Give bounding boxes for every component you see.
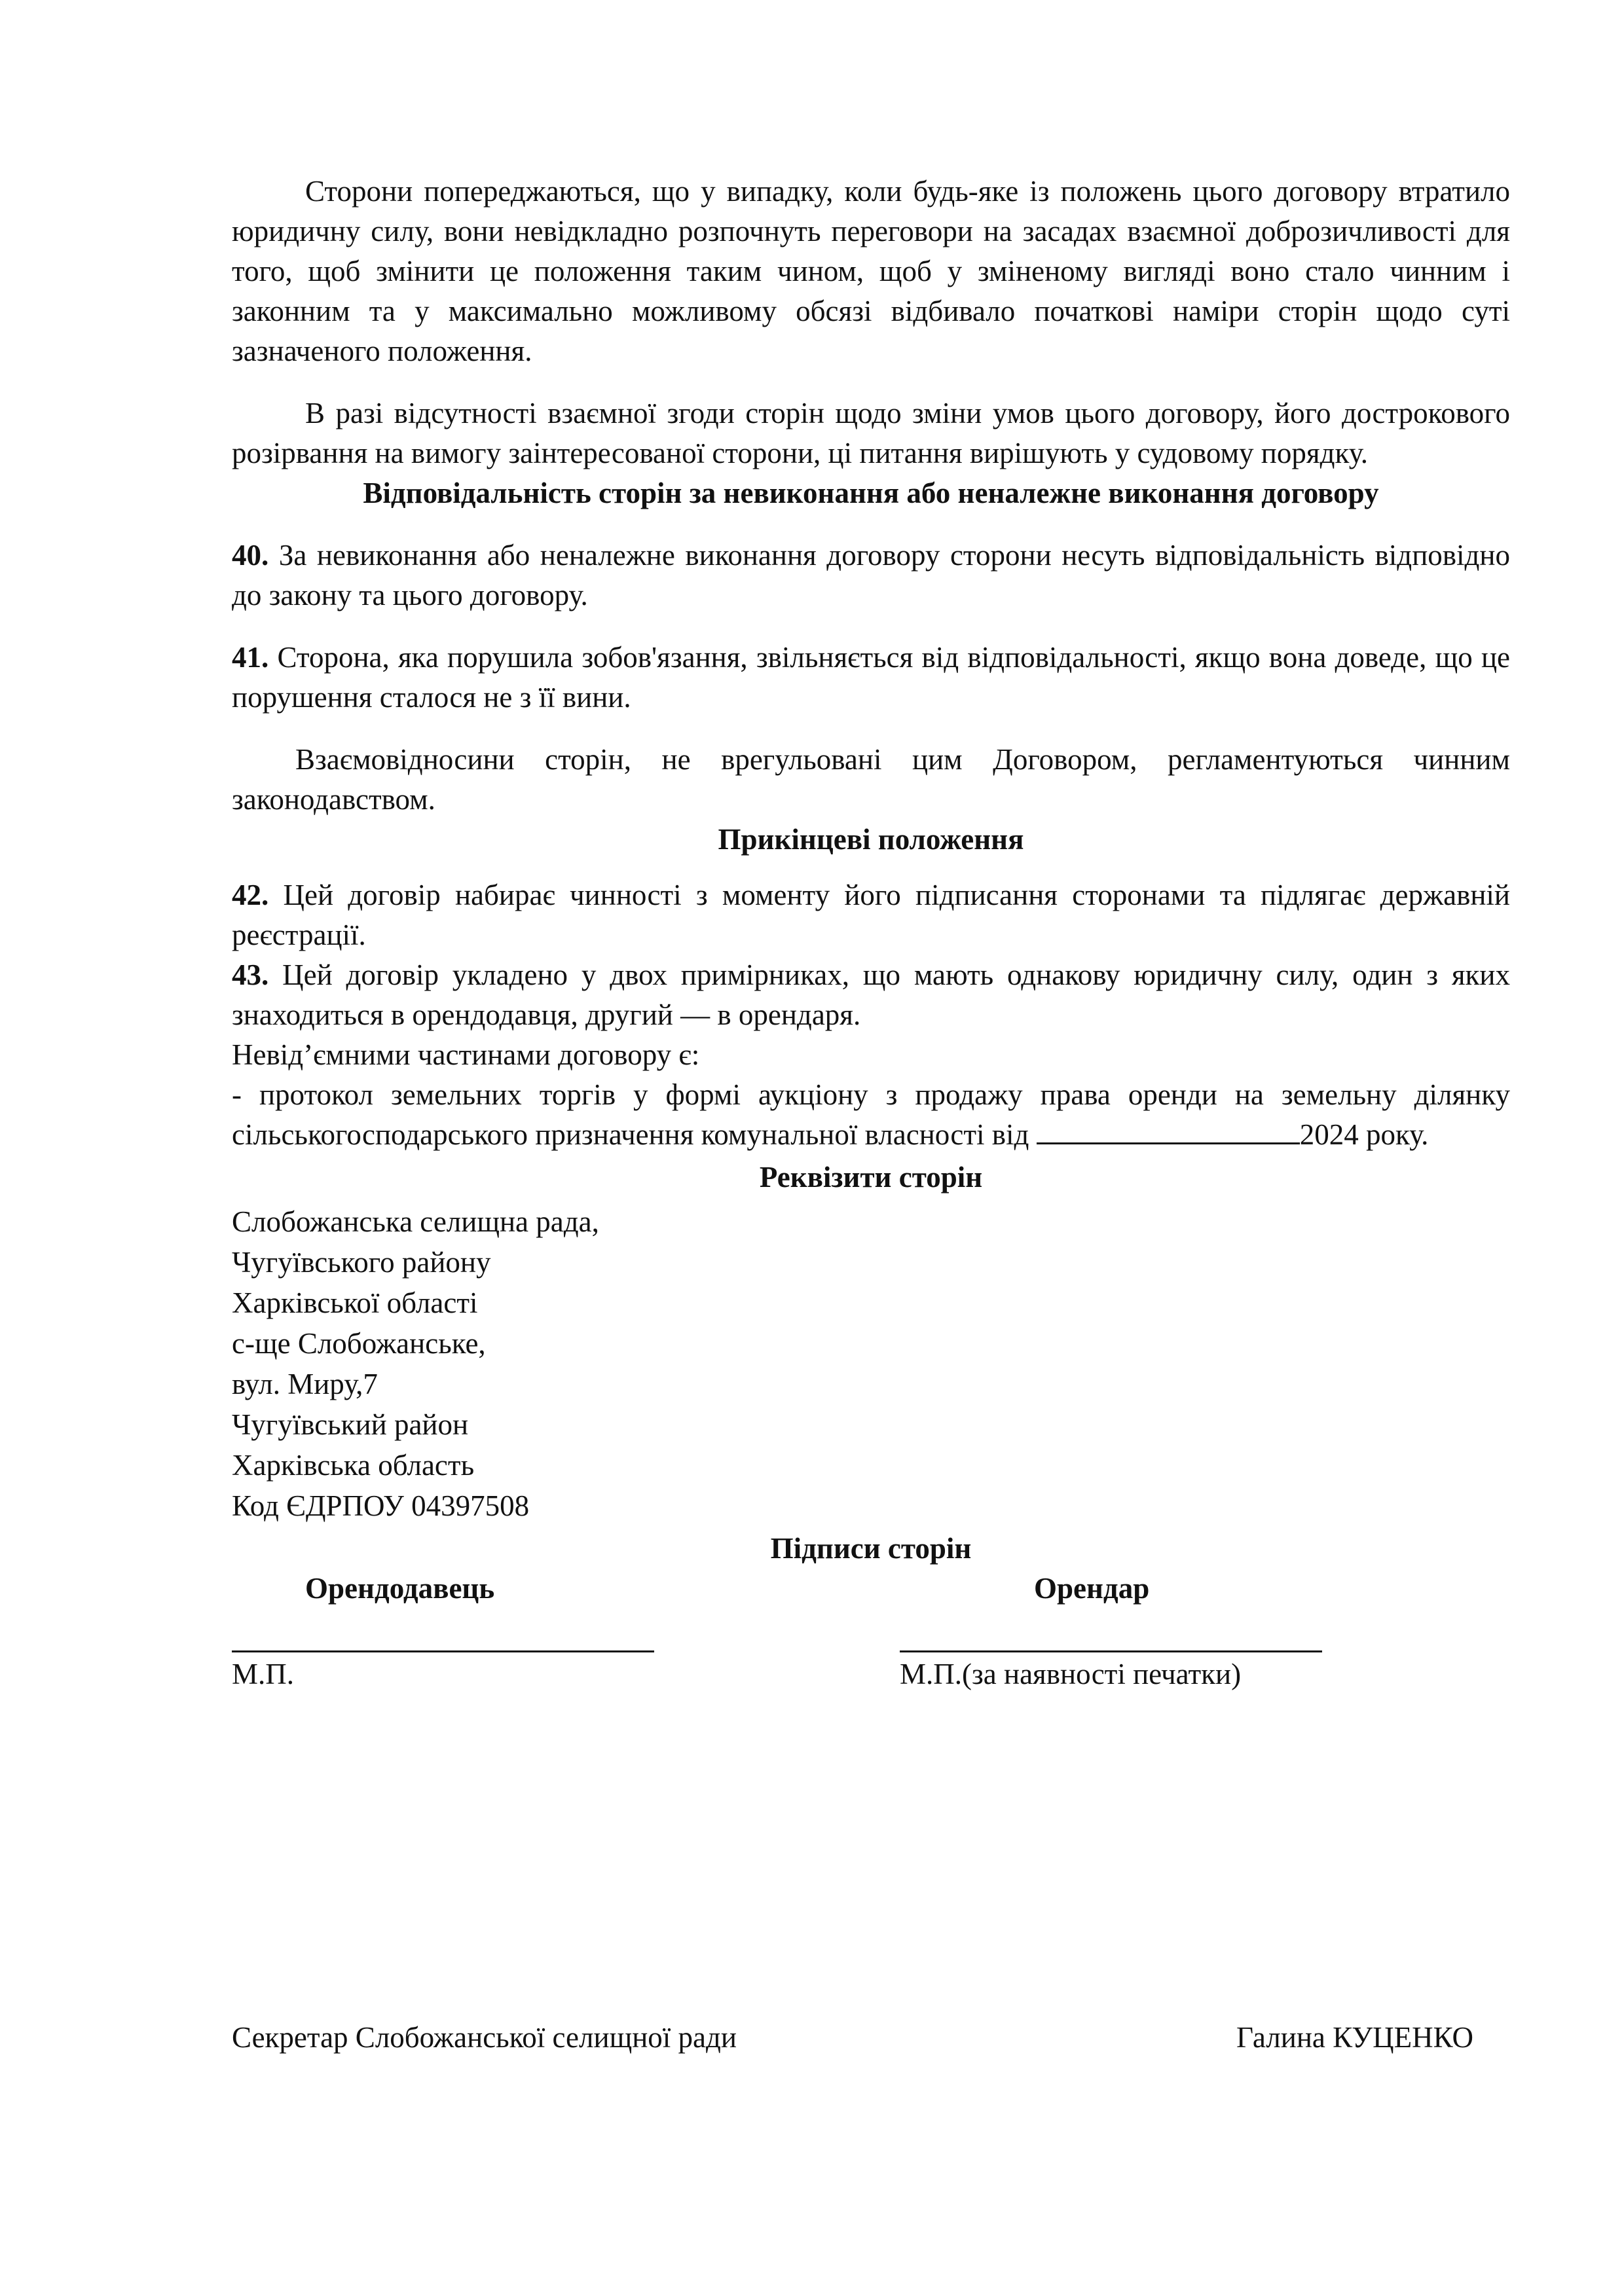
clause-43-text: Цей договір укладено у двох примірниках, що мають однакову юридичну силу, один з яких знаходиться в орендодавця, другий — в орендаря. <box>232 958 1511 1031</box>
document-page <box>232 172 1510 1694</box>
requisites-block <box>232 1201 1510 1526</box>
requisites-line: Чугуївського району <box>232 1246 491 1279</box>
heading-final-provisions: Прикінцеві положення <box>718 823 1024 856</box>
requisites-line: Код ЄДРПОУ 04397508 <box>232 1489 530 1522</box>
lessee-stamp: М.П.(за наявності печатки) <box>900 1658 1242 1690</box>
clause-40-text: За невиконання або неналежне виконання договору сторони несуть відповідальність відповідно до закону та цього договору. <box>232 539 1510 611</box>
integral-item-text: - протокол земельних торгів у формі аукціону з продажу права оренди на земельну ділянку сільськогосподарського призначення комунальної власності від <box>232 1078 1510 1151</box>
heading-requisites: Реквізити сторін <box>759 1161 983 1194</box>
paragraph-relations: Взаємовідносини сторін, не врегульовані цим Договором, регламентуються чинним законодавством. <box>232 743 1510 816</box>
clause-42-text: Цей договір набирає чинності з моменту його підписання сторонами та підлягає державній реєстрації. <box>232 879 1510 951</box>
requisites-line: Харківської області <box>232 1286 478 1319</box>
signatures-labels-row <box>232 1569 1510 1609</box>
integral-parts-label: Невід’ємними частинами договору є: <box>232 1038 700 1071</box>
lessor-stamp: М.П. <box>232 1658 295 1690</box>
requisites-line: с-ще Слобожанське, <box>232 1327 486 1360</box>
clause-41-text: Сторона, яка порушила зобов'язання, звільняється від відповідальності, якщо вона доведе, що це порушення сталося не з її вини. <box>232 641 1510 714</box>
paragraph-no-agreement: В разі відсутності взаємної згоди сторін щодо зміни умов цього договору, його дострокового розірвання на вимогу заінтересованої сторони, ці питання вирішують у судовому порядку. <box>232 397 1510 469</box>
paragraph-invalid-provisions: Сторони попереджаються, що у випадку, коли будь-яке із положень цього договору втратило юридичну силу, вони невідкладно розпочнуть переговори на засадах взаємної доброзичливості для того, щоб змінити це положення таким чином, щоб у зміненому вигляді воно стало чинним і законним та у максимально можливому обсязі відбивало початкові наміри сторін щодо суті зазначеного положення. <box>232 175 1510 367</box>
footer-secretary-title: Секретар Слобожанської селищної ради <box>232 2021 737 2054</box>
footer-secretary-name: Галина КУЦЕНКО <box>1236 2021 1473 2054</box>
clause-40-number: 40. <box>232 539 269 572</box>
integral-item-end: року. <box>1365 1118 1429 1151</box>
stamp-row <box>232 1654 1510 1694</box>
date-blank-line <box>1037 1116 1300 1144</box>
clause-42-number: 42. <box>232 879 269 911</box>
heading-signatures: Підписи сторін <box>770 1532 972 1565</box>
clause-41 <box>232 638 1510 718</box>
lessee-label: Орендар <box>1034 1572 1150 1605</box>
clause-40 <box>232 536 1510 615</box>
lessee-signature-line <box>900 1650 1322 1652</box>
signature-lines-row <box>232 1609 1510 1654</box>
lessor-label: Орендодавець <box>305 1572 495 1605</box>
lessor-signature-line <box>232 1650 654 1652</box>
clause-43 <box>232 955 1510 1035</box>
integral-parts-item <box>232 1075 1510 1155</box>
integral-item-year: 2024 <box>1299 1118 1359 1151</box>
requisites-line: Чугуївський район <box>232 1408 469 1441</box>
heading-liability: Відповідальність сторін за невиконання або неналежне виконання договору <box>363 477 1379 509</box>
clause-42 <box>232 875 1510 955</box>
requisites-line: Харківська область <box>232 1449 475 1482</box>
clause-41-number: 41. <box>232 641 269 674</box>
requisites-line: вул. Миру,7 <box>232 1368 378 1400</box>
clause-43-number: 43. <box>232 958 269 991</box>
requisites-line: Слобожанська селищна рада, <box>232 1205 599 1238</box>
